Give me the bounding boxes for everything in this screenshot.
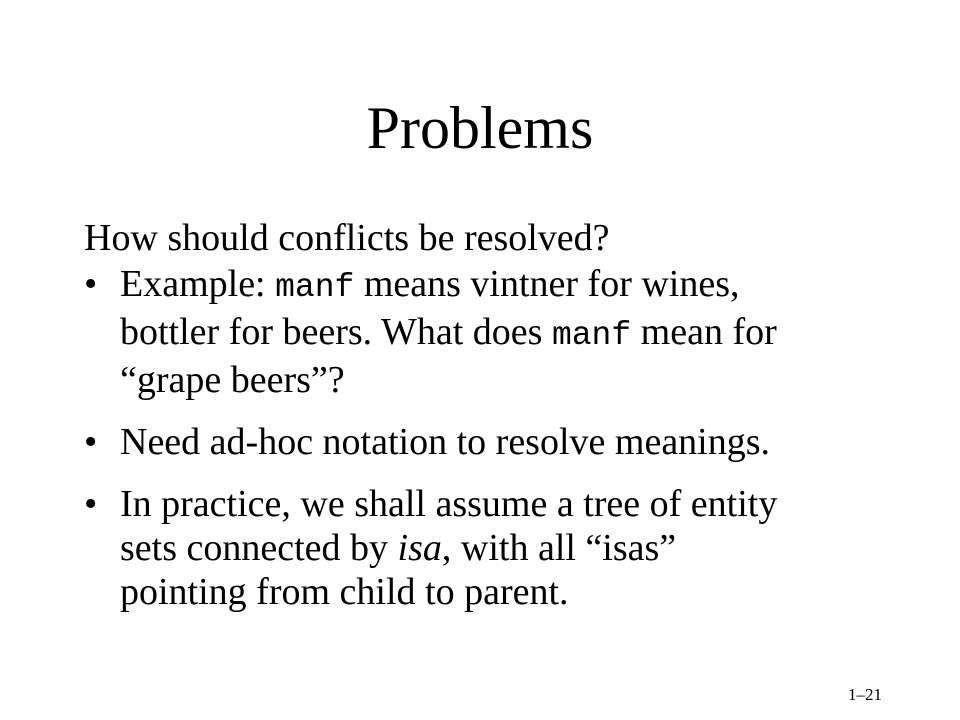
- text-run: pointing from child to parent.: [120, 571, 569, 613]
- bullet-line: [120, 420, 914, 464]
- code-term: manf: [275, 269, 355, 306]
- bullet-line: [120, 358, 914, 402]
- bullet-line: [120, 262, 914, 310]
- text-run: In practice, we shall assume a tree of entity: [120, 483, 778, 525]
- bullet-icon: •: [84, 263, 98, 305]
- bullet-line: [120, 526, 914, 570]
- bullet-icon: •: [84, 483, 98, 525]
- bullet-list: [84, 262, 914, 632]
- bullet-line: [120, 482, 914, 526]
- text-run: means vintner for wines,: [354, 263, 740, 305]
- bullet-icon: •: [84, 421, 98, 463]
- page-number: 1–21: [848, 685, 882, 704]
- code-term: manf: [551, 317, 632, 354]
- text-run: Example:: [120, 263, 276, 305]
- bullet-item-example: [84, 262, 914, 402]
- text-run: Need ad-hoc notation to resolve meanings.: [120, 421, 771, 463]
- bullet-item-practice: [84, 482, 914, 614]
- italic-term: isa: [397, 527, 442, 569]
- bullet-item-notation: [84, 420, 914, 464]
- text-run: “grape beers”?: [120, 359, 345, 401]
- slide-title: Problems: [366, 95, 594, 161]
- text-run: sets connected by: [120, 527, 398, 569]
- intro-question: How should conflicts be resolved?: [84, 217, 610, 259]
- text-run: , with all “isas”: [441, 527, 677, 569]
- text-run: bottler for beers. What does: [120, 311, 552, 353]
- text-run: mean for: [631, 311, 777, 353]
- bullet-line: [120, 570, 914, 614]
- bullet-line: [120, 310, 914, 358]
